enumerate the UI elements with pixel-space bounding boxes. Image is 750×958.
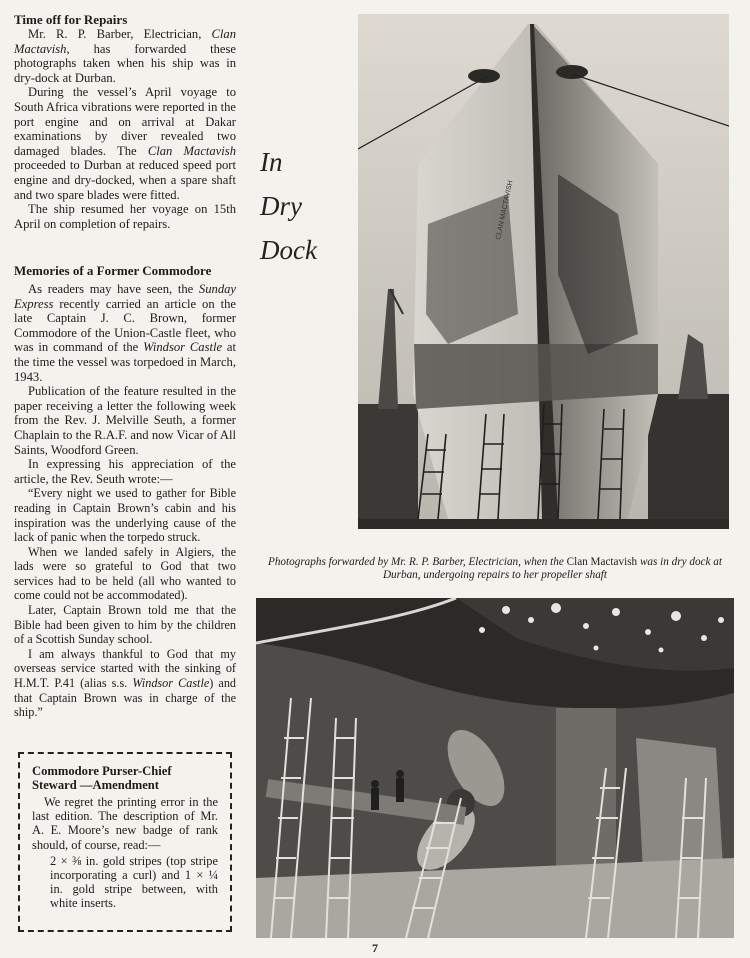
photo-propeller — [256, 598, 734, 938]
article-paragraph: In expressing his appreciation of the article, the Rev. Seuth wrote:— — [14, 457, 236, 486]
box-list-item: 2 × ⅜ in. gold stripes (top stripe incorporating a curl) and 1 × ¼ in. gold stripe between, with white inserts. — [50, 853, 218, 911]
side-heading — [260, 140, 350, 272]
box-title: Commodore Purser-Chief Steward —Amendment — [32, 764, 172, 792]
quote-paragraph: When we landed safely in Algiers, the lads were so grateful to God that two services had to be held (all who wanted to come could not be accommodated). — [14, 544, 236, 603]
box-paragraph: We regret the printing error in the last edition. The description of Mr. A. E. Moore’s new badge of rank should, of course, read:— — [32, 795, 218, 852]
quote-paragraph: Later, Captain Brown told me that the Bible had been given to him by the children of a Scottish Sunday school. — [14, 603, 236, 647]
side-heading-line: In — [260, 147, 283, 177]
side-heading-line: Dry — [260, 191, 302, 221]
article-repairs — [14, 12, 236, 231]
article-paragraph: During the vessel’s April voyage to South Africa vibrations were reported in the port engine and on arrival at Dakar examinations by diver revealed two damaged blades. The Clan Mactavish proceeded to Durban at reduced speed port engine and dry-docked, when a spare shaft and two spare blades were fitted. — [14, 85, 236, 202]
page-number: 7 — [372, 941, 378, 955]
article-paragraph: Mr. R. P. Barber, Electrician, Clan Mactavish, has forwarded these photographs taken when his ship was in dry-dock at Durban. — [14, 27, 236, 85]
side-heading-line: Dock — [260, 235, 317, 265]
article-title: Memories of a Former Commodore — [14, 263, 212, 278]
article-paragraph: The ship resumed her voyage on 15th April on completion of repairs. — [14, 202, 236, 231]
hull-name-text: CLAN MACTAVISH — [495, 179, 515, 241]
article-commodore — [14, 263, 236, 720]
article-paragraph: Publication of the feature resulted in the paper receiving a letter the following week from the Rev. J. Melville Seuth, a former Chaplain to the R.A.F. and now Vicar of All Saints, Woodford Green. — [14, 384, 236, 457]
quote-paragraph: I am always thankful to God that my overseas service started with the sinking of H.M.T. P.41 (alias s.s. Windsor Castle) and that Captain Brown was in charge of the ship.” — [14, 646, 237, 720]
amendment-box — [18, 752, 232, 932]
article-title: Time off for Repairs — [14, 12, 128, 27]
quote-paragraph: “Every night we used to gather for Bible reading in Captain Brown’s cabin and his inspiration was the underlying cause of the lack of panic when the torpedo struck. — [14, 486, 236, 545]
photo-ship-bow — [358, 14, 729, 529]
article-paragraph: As readers may have seen, the Sunday Express recently carried an article on the late Captain J. C. Brown, former Commodore of the Union-Castle fleet, who was in command of the Windsor Castle at the time the vessel was torpedoed in March, 1943. — [14, 282, 236, 384]
photo-caption: Photographs forwarded by Mr. R. P. Barber, Electrician, when the Clan Mactavish was in dry dock at Durban, undergoing repairs to her propeller shaft — [268, 556, 722, 581]
